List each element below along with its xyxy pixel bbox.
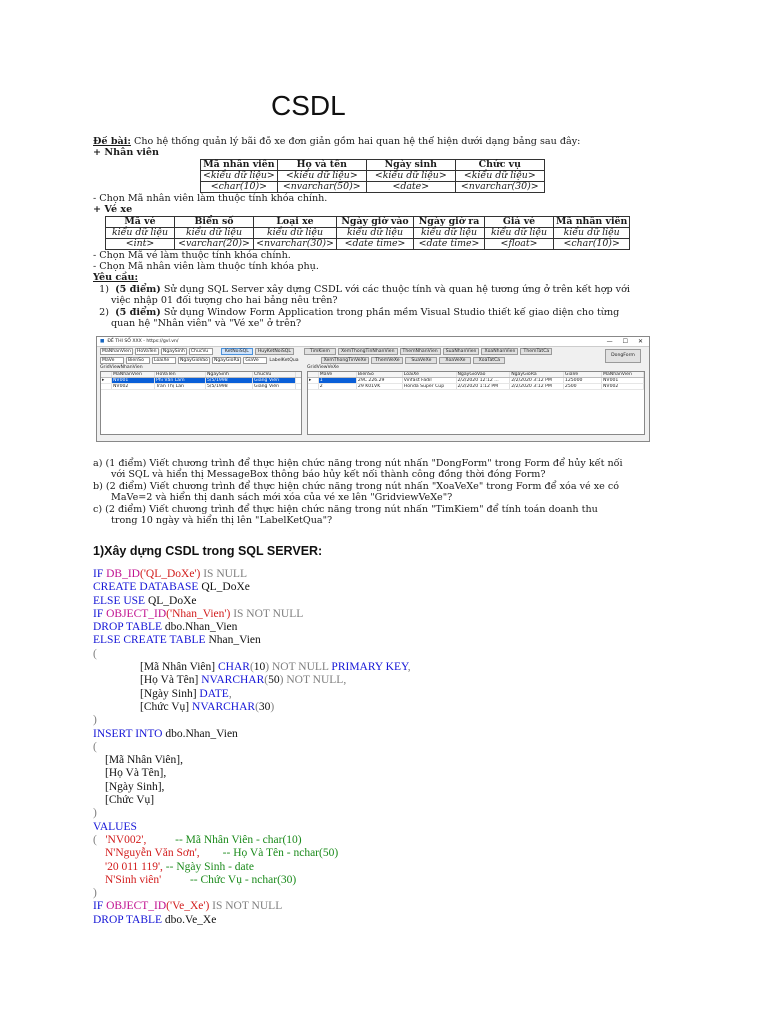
table-cell: Loại xe [254, 216, 337, 227]
code-line: ( [93, 740, 97, 753]
grid-cell: Giang Viên [253, 378, 296, 383]
scanned-assignment-image [93, 136, 651, 532]
grid-cell: NV002 [602, 384, 644, 389]
code-line: ELSE USE QL_DoXe [93, 594, 197, 607]
code-line: [Ngày Sinh], [105, 780, 165, 793]
grid-vexe-caption: GridViewVeXe [307, 365, 339, 370]
ve-xe-label: + Vé xe [93, 204, 133, 216]
button-xoavexe: XoaVeXe [439, 357, 471, 364]
table-cell: kiểu dữ liệu [414, 227, 485, 238]
table-cell: Mã nhân viên [554, 216, 630, 227]
code-line: INSERT INTO dbo.Nhan_Vien [93, 727, 238, 740]
grid-column-header: NgaySinh [206, 372, 253, 377]
ve-xe-table [105, 216, 630, 250]
table-cell: kiểu dữ liệu [254, 227, 337, 238]
code-line: ) [93, 714, 97, 727]
grid-cell: NV002 [112, 384, 155, 389]
nhan-vien-label: + Nhân viên [93, 147, 159, 159]
table-row [106, 238, 630, 249]
table-row [201, 170, 545, 181]
button-themvexe: ThemVeXe [371, 357, 403, 364]
questions-block [93, 458, 623, 526]
question-c-cont: trong 10 ngày và hiển thị lên "LabelKetQua"? [111, 515, 333, 527]
table-row [201, 181, 545, 192]
code-line: DROP TABLE dbo.Nhan_Vien [93, 621, 238, 634]
button-xoanhanvien: XoaNhanVien [481, 348, 518, 355]
question-c: c) (2 điểm) Viết chương trình để thực hiện chức năng trong nút nhấn "TimKiem" để tính toán doanh thu [93, 503, 598, 515]
de-bai-label: Đề bài: [93, 136, 131, 147]
textbox-loaixe: LoaiXe [152, 357, 176, 364]
question-a: a) (1 điểm) Viết chương trình để thực hiện chức năng trong nút nhấn "DongForm" trong Form để hủy kết nối [93, 458, 623, 469]
label-ketqua: LabelKetQua [269, 358, 299, 363]
form-title: ĐỀ THI SỐ XXX - https://gvl.vn/ [107, 339, 179, 344]
textbox-ngaysinh: NgaySinh [162, 349, 185, 354]
grid-cell: NV001 [112, 378, 155, 383]
button-xemthongtinvexe: XemThongTinVeXe [321, 357, 370, 364]
grid-cell: 5/5/1998 [206, 378, 253, 383]
button-suanhanvien: SuaNhanVien [443, 348, 480, 355]
requirement-1: 1) (5 điểm) Sử dụng SQL Server xây dựng CSDL với các thuộc tính và quan hệ tương ứng ở trên kết hợp với [99, 283, 630, 295]
button-themnhanvien: ThemNhanVien [400, 348, 441, 355]
code-line: ) [93, 807, 97, 820]
table-row [106, 227, 630, 238]
textbox-chucvu: ChucVu [189, 348, 213, 355]
form-row-2 [97, 356, 649, 365]
app-icon: ■ [100, 339, 105, 344]
code-line: ( 'NV002', -- Mã Nhân Viên - char(10) [93, 833, 302, 846]
table-cell: Mã vé [106, 216, 175, 227]
code-line: [Họ Và Tên], [105, 767, 167, 780]
grid-cell: 29C 226.29 [357, 378, 403, 383]
table-cell: Họ và tên [277, 159, 366, 170]
button-suavexe: SuaVeXe [405, 357, 437, 364]
table-cell: Mã nhân viên [201, 159, 278, 170]
grid-column-header: BienSo [357, 372, 403, 377]
grid-column-header: GiaVe [564, 372, 602, 377]
ve-xe-note-1: - Chọn Mã vé làm thuộc tính khóa chính. [93, 249, 291, 261]
button-xoatatca: XoaTatCa [473, 357, 505, 364]
grid-cell: 2/2/2020 1:12 PM [457, 384, 511, 389]
table-cell: <nvarchar(50)> [277, 181, 366, 192]
grid-cell: 5/5/1998 [206, 384, 253, 389]
row-pointer-icon: ▸ [308, 378, 319, 383]
code-line: ) [93, 887, 97, 900]
textbox-manhanvien: MaNhanVien [102, 349, 131, 354]
form-row-1 [97, 347, 649, 356]
table-cell: <date time> [414, 238, 485, 249]
window-controls [607, 339, 649, 344]
table-cell: <date time> [337, 238, 414, 249]
section-heading: 1)Xây dựng CSDL trong SQL SERVER: [93, 544, 323, 558]
sql-code-block [93, 568, 411, 927]
grid-cell: NV001 [602, 378, 644, 383]
grid-column-header: NgayGioVao [457, 372, 511, 377]
textbox-mave: MaVe [100, 357, 124, 364]
button-dongform: DongForm [605, 349, 641, 363]
table-row [106, 216, 630, 227]
grid-column-header: NgayGioRa [510, 372, 564, 377]
table-cell: kiểu dữ liệu [175, 227, 254, 238]
grid-column-header: MaNhanVien [602, 372, 644, 377]
minimize-icon: — [606, 338, 613, 345]
grid-cell: 2/2/2020 12:12 ... [457, 378, 511, 383]
table-cell: kiểu dữ liệu [106, 227, 175, 238]
table-cell: <kiểu dữ liệu> [277, 170, 366, 181]
grid-nhanvien-caption: GridViewNhanVien [100, 365, 143, 370]
code-line: IF OBJECT_ID('Nhan_Vien') IS NOT NULL [93, 607, 304, 620]
grid-nhanvien [100, 371, 302, 435]
code-line: IF OBJECT_ID('Ve_Xe') IS NOT NULL [93, 900, 283, 913]
code-line: [Mã Nhân Viên] CHAR(10) NOT NULL PRIMARY KEY, [140, 661, 411, 674]
textbox-giave: GiaVe [243, 357, 267, 364]
grid-cell: 2 [319, 384, 357, 389]
table-cell: <kiểu dữ liệu> [201, 170, 278, 181]
grid-cell: Honda Super Cup [403, 384, 457, 389]
table-row [101, 384, 301, 390]
question-b: b) (2 điểm) Viết chương trình để thực hiện chức năng trong nút nhấn "XoaVeXe" trong Form để xóa vé xe có [93, 480, 620, 492]
table-cell: kiểu dữ liệu [485, 227, 554, 238]
button-ketnoisql: KetNoiSQL [221, 348, 253, 355]
nhan-vien-note: - Chọn Mã nhân viên làm thuộc tính khóa chính. [93, 192, 328, 204]
table-cell: Biển số [175, 216, 254, 227]
textbox-ngaygiovao: NgayGioVao [180, 358, 208, 363]
table-cell: kiểu dữ liệu [337, 227, 414, 238]
table-cell: <kiểu dữ liệu> [366, 170, 455, 181]
grid-cell: 2/2/2020 3:12 PM [510, 384, 564, 389]
code-line: [Chức Vụ] [105, 794, 155, 807]
question-a-cont: với SQL và hiển thị MessageBox thông báo hủy kết nối thành công đồng thời đóng Form? [111, 469, 546, 481]
table-cell: Chức vụ [455, 159, 544, 170]
table-cell: Ngày giờ ra [414, 216, 485, 227]
textbox-ngaygiora: NgayGioRa [213, 358, 240, 363]
code-line: [Ngày Sinh] DATE, [140, 687, 232, 700]
nhan-vien-table [200, 159, 545, 193]
row-pointer-icon: ▸ [101, 378, 112, 383]
page-title: CSDL [271, 90, 346, 121]
code-line: IF DB_ID('QL_DoXe') IS NULL [93, 568, 247, 580]
table-cell: <nvarchar(30)> [254, 238, 337, 249]
table-cell: Ngày sinh [366, 159, 455, 170]
code-line: CREATE DATABASE QL_DoXe [93, 581, 250, 594]
textbox-hovaten: HoVaTen [135, 348, 159, 355]
grid-column-header: ChucVu [253, 372, 296, 377]
code-line: DROP TABLE dbo.Ve_Xe [93, 913, 217, 926]
table-cell: kiểu dữ liệu [554, 227, 630, 238]
grid-column-header: LoaiXe [403, 372, 457, 377]
table-cell: <date> [366, 181, 455, 192]
button-timkiem: TimKiem [304, 348, 336, 355]
grid-column-header: MaNhanVien [112, 372, 155, 377]
button-xemthongtinnhanvien: XemThongTinNhanVien [338, 348, 398, 355]
grid-cell: 1 [319, 378, 357, 383]
table-cell: <varchar(20)> [175, 238, 254, 249]
winform-screenshot [96, 336, 650, 442]
table-cell: <char(10)> [554, 238, 630, 249]
grid-cell: 125000 [564, 378, 602, 383]
grid-vexe [307, 371, 645, 435]
textbox-bienso: BienSo [126, 357, 150, 364]
table-cell: <char(10)> [201, 181, 278, 192]
grid-column-header: MaVe [319, 372, 357, 377]
grid-cell: 29 K01VK [357, 384, 403, 389]
maximize-icon: ☐ [622, 338, 628, 345]
table-cell: <nvarchar(30)> [455, 181, 544, 192]
code-line: '20 011 119', -- Ngày Sinh - date [105, 860, 254, 873]
requirement-2-cont: quan hệ "Nhân viên" và "Vé xe" ở trên? [111, 318, 302, 330]
de-bai-text: Cho hệ thống quản lý bãi đỗ xe đơn giản gồm hai quan hệ thể hiện dưới dạng bảng sau đây: [130, 136, 581, 147]
requirement-1-cont: việc nhập 01 đối tượng cho hai bảng nêu trên? [111, 295, 338, 307]
grid-column-header: HoVaTen [155, 372, 206, 377]
close-icon: ✕ [637, 338, 643, 345]
table-cell: Giá vé [485, 216, 554, 227]
grid-cell: Phi Văn Lam [155, 378, 206, 383]
table-cell: <kiểu dữ liệu> [455, 170, 544, 181]
grid-cell: 2500 [564, 384, 602, 389]
table-cell: <float> [485, 238, 554, 249]
de-bai-line [93, 136, 651, 147]
code-line: [Chức Vụ] NVARCHAR(30) [140, 700, 275, 713]
code-line: ( [93, 647, 97, 660]
table-cell: <int> [106, 238, 175, 249]
grid-cell: Vinfast Fadil [403, 378, 457, 383]
form-title-bar [97, 337, 649, 347]
code-line: [Họ Và Tên] NVARCHAR(50) NOT NULL, [140, 674, 347, 687]
table-row [308, 384, 644, 390]
grid-cell: Giang Viên [253, 384, 296, 389]
code-line: N'Sinh viên' -- Chức Vụ - nchar(30) [105, 873, 297, 886]
grid-cell: Trần Thị Lan [155, 384, 206, 389]
button-themtatca: ThemTatCa [520, 348, 552, 355]
table-row [201, 159, 545, 170]
grid-cell: 2/2/2020 3:12 PM [510, 378, 564, 383]
code-line: [Mã Nhân Viên], [105, 754, 183, 767]
question-b-cont: MaVe=2 và hiển thị danh sách mới xóa của vé xe lên "GridviewVeXe"? [111, 492, 453, 504]
yeu-cau-label: Yêu cầu: [93, 272, 139, 284]
table-cell: Ngày giờ vào [337, 216, 414, 227]
code-line: VALUES [93, 820, 137, 833]
code-line: N'Nguyễn Văn Sơn', -- Họ Và Tên - nchar(50) [105, 847, 339, 860]
ve-xe-note-2: - Chọn Mã nhân viên làm thuộc tính khóa phụ. [93, 261, 319, 273]
button-huyketnoisql: HuyKetNoiSQL [255, 348, 294, 355]
code-line: ELSE CREATE TABLE Nhan_Vien [93, 634, 261, 647]
requirement-2: 2) (5 điểm) Sử dụng Window Form Application trong phần mềm Visual Studio thiết kế giao diện cho từng [99, 306, 620, 318]
